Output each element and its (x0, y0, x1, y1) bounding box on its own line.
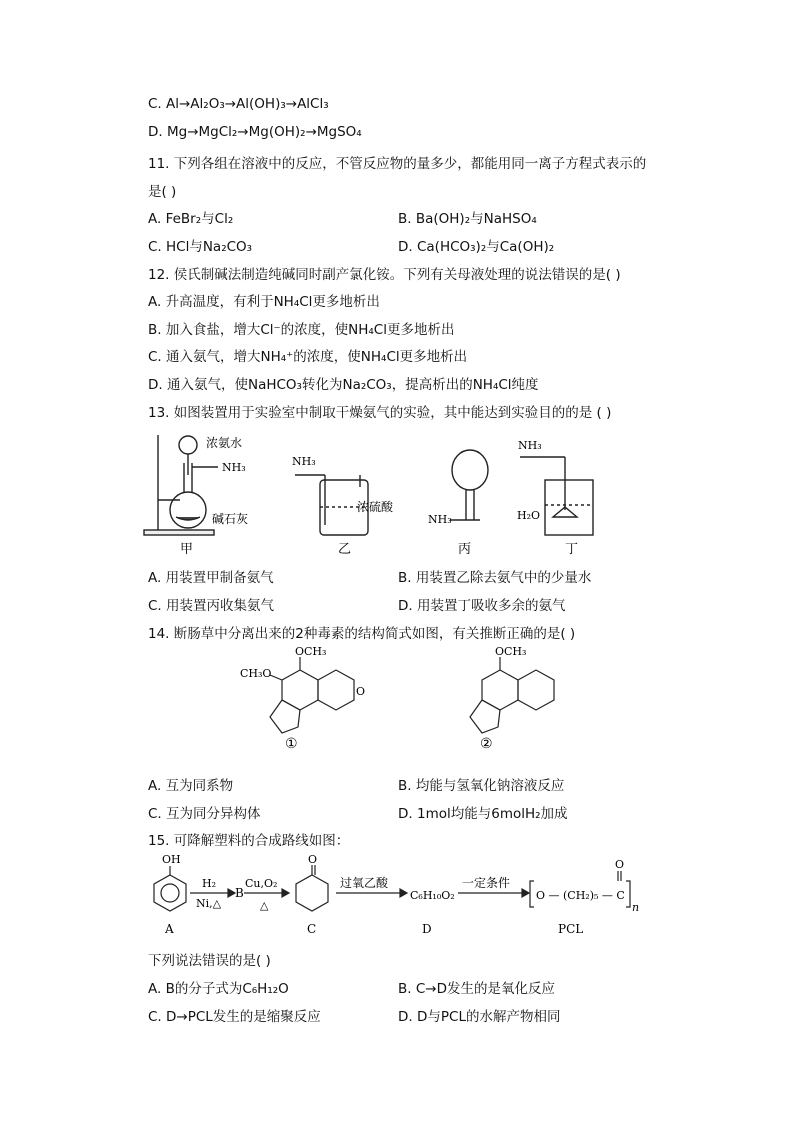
label-ni: Ni,△ (196, 897, 222, 910)
mol1-ch3o: CH₃O (240, 667, 272, 680)
q12-option-a: A. 升高温度，有利于NH₄Cl更多地析出 (148, 294, 380, 310)
q14-option-b: B. 均能与氢氧化钠溶液反应 (398, 778, 565, 794)
label-nh3-ding: NH₃ (518, 439, 542, 452)
label-c: C (307, 922, 317, 936)
q13-apparatus-figure (140, 425, 620, 560)
q11-option-a: A. FeBr₂与Cl₂ (148, 211, 234, 227)
q13-stem: 13. 如图装置用于实验室中制取干燥氨气的实验，其中能达到实验目的的是 ( ) (148, 405, 612, 421)
q15-option-c: C. D→PCL发生的是缩聚反应 (148, 1009, 321, 1025)
mol1-carbonyl-o: O (356, 685, 366, 698)
label-nongliusuan: 浓硫酸 (357, 500, 394, 514)
label-ketone-o: O (308, 853, 318, 866)
q11-stem: 11. 下列各组在溶液中的反应，不管反应物的量多少，都能用同一离子方程式表示的 (148, 156, 647, 172)
label-pcl-o: O (615, 858, 625, 871)
label-nongan: 浓氨水 (206, 436, 243, 450)
label-pcl-body: O — (CH₂)₅ — C (536, 889, 625, 902)
mol1-label: ① (285, 736, 298, 752)
q11-option-b: B. Ba(OH)₂与NaHSO₄ (398, 211, 537, 227)
label-oh: OH (162, 853, 181, 866)
q14-stem: 14. 断肠草中分离出来的2种毒素的结构简式如图，有关推断正确的是( ) (148, 626, 576, 642)
label-h2o: H₂O (517, 509, 541, 522)
q14-option-d: D. 1mol均能与6molH₂加成 (398, 806, 568, 822)
q15-stem: 15. 可降解塑料的合成路线如图： (148, 833, 350, 849)
mol2-label: ② (480, 736, 493, 752)
label-delta: △ (260, 899, 269, 912)
q13-option-b: B. 用装置乙除去氨气中的少量水 (398, 570, 592, 586)
q12-option-d: D. 通入氨气，使NaHCO₃转化为Na₂CO₃，提高析出的NH₄Cl纯度 (148, 377, 539, 393)
apparatus-jia (144, 435, 218, 535)
apparatus-bing (450, 450, 488, 520)
q13-option-d: D. 用装置丁吸收多余的氨气 (398, 598, 566, 614)
label-jia: 甲 (180, 542, 194, 557)
q11-stem-cont: 是( ) (148, 184, 177, 200)
label-d: D (422, 922, 432, 936)
q15-synthesis-route (140, 853, 640, 941)
q14-option-a: A. 互为同系物 (148, 778, 234, 794)
q14-structures-figure (240, 645, 560, 755)
q14-option-c: C. 互为同分异构体 (148, 806, 261, 822)
label-ding: 丁 (565, 542, 579, 557)
q12-option-b: B. 加入食盐，增大Cl⁻的浓度，使NH₄Cl更多地析出 (148, 322, 455, 338)
label-b: B (235, 886, 244, 900)
q11-option-c: C. HCl与Na₂CO₃ (148, 239, 253, 255)
q11-option-d: D. Ca(HCO₃)₂与Ca(OH)₂ (398, 239, 555, 255)
q15-option-d: D. D与PCL的水解产物相同 (398, 1009, 561, 1025)
apparatus-ding (520, 457, 593, 535)
q10-option-d: D. Mg→MgCl₂→Mg(OH)₂→MgSO₄ (148, 124, 362, 140)
q13-option-c: C. 用装置丙收集氨气 (148, 598, 275, 614)
label-yiding: 一定条件 (462, 876, 511, 890)
q15-stem-2: 下列说法错误的是( ) (148, 953, 271, 969)
q15-option-b: B. C→D发生的是氧化反应 (398, 981, 555, 997)
label-nh3-jia: NH₃ (222, 461, 246, 474)
label-nh3-yi: NH₃ (292, 455, 316, 468)
mol1-och3: OCH₃ (295, 645, 327, 658)
label-pcl: PCL (558, 922, 584, 936)
label-d-formula: C₆H₁₀O₂ (410, 889, 455, 902)
label-guoyang: 过氧乙酸 (340, 876, 389, 890)
mol2-och3: OCH₃ (495, 645, 527, 658)
q12-option-c: C. 通入氨气，增大NH₄⁺的浓度，使NH₄Cl更多地析出 (148, 349, 468, 365)
label-jianshihui: 碱石灰 (212, 512, 249, 526)
q13-option-a: A. 用装置甲制备氨气 (148, 570, 274, 586)
label-h2: H₂ (202, 877, 217, 890)
label-pcl-n: n (632, 901, 640, 914)
label-nh3-bing: NH₃ (428, 513, 452, 526)
q12-stem: 12. 侯氏制碱法制造纯碱同时副产氯化铵。下列有关母液处理的说法错误的是( ) (148, 267, 621, 283)
q10-option-c: C. Al→Al₂O₃→Al(OH)₃→AlCl₃ (148, 96, 329, 112)
label-bing: 丙 (458, 542, 472, 557)
q15-option-a: A. B的分子式为C₆H₁₂O (148, 981, 289, 997)
label-cuo2: Cu,O₂ (245, 877, 278, 890)
label-yi: 乙 (338, 542, 352, 557)
label-a: A (165, 922, 174, 936)
